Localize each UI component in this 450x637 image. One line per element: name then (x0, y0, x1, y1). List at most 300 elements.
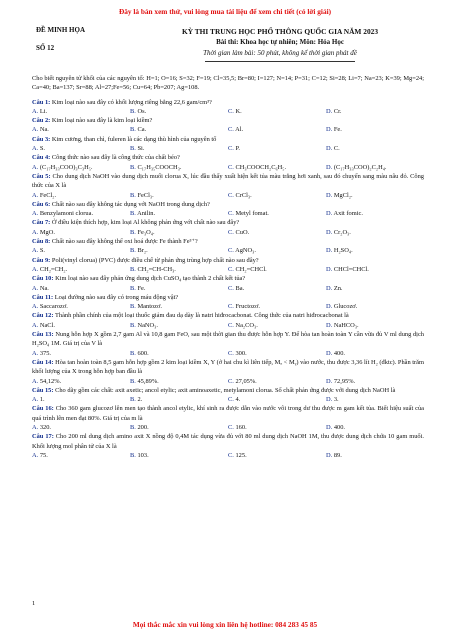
option-text: 400. (333, 349, 346, 357)
option-letter: C. (228, 396, 234, 404)
exam-title: KỲ THI TRUNG HỌC PHỔ THÔNG QUỐC GIA NĂM 2023 (181, 27, 379, 36)
answer-option (228, 228, 326, 237)
option-letter: D. (326, 349, 333, 357)
option-text: 4. (235, 396, 241, 404)
option-text: Axit fomic. (333, 210, 363, 218)
answer-option (32, 144, 130, 153)
option-letter: B. (130, 163, 136, 171)
option-letter: A. (32, 228, 39, 236)
answer-option (228, 163, 326, 172)
question-label: Câu 16: (32, 405, 54, 413)
option-letter: A. (32, 349, 39, 357)
option-text: CHCl=CHCl. (333, 265, 369, 273)
option-letter: D. (326, 145, 333, 153)
option-text: CH₂=CHCl. (235, 265, 267, 273)
option-text: 1. (39, 396, 45, 404)
answer-option (228, 284, 326, 293)
option-text: 300. (235, 349, 247, 357)
question-item (32, 404, 424, 432)
option-text: Na. (39, 126, 49, 134)
option-letter: A. (32, 247, 39, 255)
title-underline (205, 61, 355, 62)
answer-option (326, 423, 424, 432)
answer-option (326, 284, 424, 293)
question-list (32, 98, 424, 461)
question-text (32, 311, 424, 320)
question-body: Thành phần chính của một loại thuốc giảm đau dạ dày là natri hiđrocacbonat. Công thức của natri hiđrocacbonat là (54, 312, 349, 320)
question-body: Poli(vinyl clorua) (PVC) được điều chế từ phản ứng trùng hợp chất nào sau đây? (51, 256, 259, 264)
answer-options (32, 191, 424, 200)
option-text: Ba. (235, 284, 245, 292)
answer-option (32, 284, 130, 293)
answer-option (32, 209, 130, 218)
question-label: Câu 2: (32, 117, 51, 125)
option-letter: B. (130, 321, 136, 329)
answer-option (32, 423, 130, 432)
option-text: Br₂. (137, 247, 148, 255)
answer-option (228, 321, 326, 330)
question-item (32, 200, 424, 219)
option-letter: A. (32, 145, 39, 153)
question-item (32, 116, 424, 135)
option-letter: C. (228, 145, 234, 153)
option-text: 2. (137, 396, 143, 404)
preview-banner: Đây là bản xem thử, vui lòng mua tài liệu để xem chi tiết (có lời giải) (118, 7, 332, 16)
answer-option (228, 377, 326, 386)
question-item (32, 256, 424, 275)
answer-option (326, 265, 424, 274)
question-text (32, 237, 424, 246)
answer-option (32, 302, 130, 311)
option-letter: B. (130, 377, 136, 385)
option-letter: B. (130, 396, 136, 404)
answer-options (32, 451, 424, 460)
answer-option (130, 423, 228, 432)
question-label: Câu 12: (32, 312, 54, 320)
question-body: Kim cương, than chì, fuleren là các dạng thù hình của nguyên tố (51, 135, 217, 143)
answer-option (32, 377, 130, 386)
option-letter: D. (326, 423, 333, 431)
option-letter: A. (32, 321, 39, 329)
option-letter: C. (228, 377, 234, 385)
question-item (32, 237, 424, 256)
answer-option (32, 163, 130, 172)
answer-option (228, 302, 326, 311)
answer-option (32, 246, 130, 255)
option-letter: A. (32, 265, 39, 273)
answer-option (326, 377, 424, 386)
option-text: 125. (235, 451, 247, 459)
exam-title-block (135, 26, 425, 62)
question-label: Câu 9: (32, 256, 51, 264)
question-item (32, 98, 424, 117)
question-label: Câu 11: (32, 293, 54, 301)
answer-option (32, 125, 130, 134)
option-letter: B. (130, 284, 136, 292)
question-item (32, 135, 424, 154)
answer-option (228, 451, 326, 460)
option-letter: A. (32, 303, 39, 311)
option-letter: B. (130, 228, 136, 236)
option-text: K. (235, 107, 242, 115)
option-text: Zn. (333, 284, 343, 292)
option-letter: A. (32, 191, 39, 199)
question-label: Câu 5: (32, 172, 51, 180)
question-text (32, 172, 424, 191)
question-body: Cho 200 ml dung dịch amino axit X nồng độ 0,4M tác dụng vừa đủ với 80 ml dung dịch NaOH 1M, thu được dung dịch chứa 10 gam muối. Khối lượng mol phân tử của X là (32, 433, 424, 450)
question-body: Nung hỗn hợp X gồm 2,7 gam Al và 10,8 gam FeO, sau một thời gian thu được hỗn hợp Y. Để hòa tan hoàn toàn Y cần vừa đủ V ml dung dịch H₂SO₄ 1M. Giá trị của V là (32, 331, 424, 348)
answer-option (32, 265, 130, 274)
option-text: 27,05%. (235, 377, 257, 385)
question-label: Câu 3: (32, 135, 51, 143)
option-letter: D. (326, 191, 333, 199)
question-text (32, 98, 424, 107)
option-letter: D. (326, 107, 333, 115)
answer-options (32, 377, 424, 386)
option-letter: B. (130, 107, 136, 115)
option-letter: B. (130, 191, 136, 199)
option-text: Anilin. (137, 210, 156, 218)
option-text: CrCl₃. (235, 191, 252, 199)
answer-option (32, 107, 130, 116)
answer-option (130, 451, 228, 460)
option-letter: B. (130, 349, 136, 357)
option-text: Fructozơ. (235, 303, 260, 311)
answer-option (326, 209, 424, 218)
answer-option (32, 321, 130, 330)
option-text: 3. (333, 396, 339, 404)
answer-option (228, 246, 326, 255)
answer-option (326, 144, 424, 153)
exam-type-label: ĐỀ MINH HỌA (36, 26, 85, 34)
option-text: 400. (333, 423, 346, 431)
answer-option (130, 265, 228, 274)
answer-option (32, 395, 130, 404)
question-body: Chất nào sau đây không thể oxi hoá được Fe thành Fe³⁺? (51, 238, 198, 246)
question-body: Cho 360 gam glucozơ lên men tạo thành ancol etylic, khí sinh ra được dẫn vào nước vôi trong dư thu được m gam kết tủa. Biết hiệu suất của quá trình lên men đạt 80%. Giá trị của m là (32, 405, 425, 422)
option-text: 320. (39, 423, 52, 431)
option-letter: D. (326, 265, 333, 273)
option-text: Na₂CO₃. (235, 321, 258, 329)
question-text (32, 200, 424, 209)
question-item (32, 330, 424, 358)
option-text: CH₃COOCH₂C₆H₅. (235, 163, 287, 171)
option-letter: A. (32, 423, 39, 431)
answer-option (32, 451, 130, 460)
option-text: 72,95%. (333, 377, 356, 385)
option-text: CH₂=CH₂. (39, 265, 68, 273)
option-letter: A. (32, 163, 39, 171)
option-letter: C. (228, 191, 234, 199)
option-text: Al. (235, 126, 244, 134)
question-body: Kim loại nào sau đây là kim loại kiềm? (51, 117, 153, 125)
option-letter: B. (130, 423, 136, 431)
question-body: Kim loại nào sau đây phản ứng dung dịch CuSO₄ tạo thành 2 chất kết tủa? (55, 275, 246, 283)
answer-options (32, 125, 424, 134)
option-text: Fe. (333, 126, 342, 134)
option-text: Mantozơ. (137, 303, 162, 311)
option-text: NaHCO₃. (333, 321, 359, 329)
option-letter: C. (228, 451, 234, 459)
option-letter: C. (228, 423, 234, 431)
option-text: C₁₇H₃₅COOCH₃. (137, 163, 182, 171)
option-text: 160. (235, 423, 247, 431)
question-item (32, 358, 424, 386)
option-letter: C. (228, 265, 234, 273)
exam-number-label: SỐ 12 (36, 44, 55, 52)
option-text: 75. (39, 451, 48, 459)
option-text: Metyl fomat. (235, 210, 269, 218)
question-text (32, 153, 424, 162)
option-letter: D. (326, 396, 333, 404)
answer-options (32, 209, 424, 218)
question-body: Kim loại nào sau đây có khối lượng riêng bằng 22,6 gam/cm³? (51, 98, 212, 106)
option-text: CH₂=CH-CH₃. (137, 265, 176, 273)
question-body: Công thức nào sau đây là công thức của chất béo? (51, 154, 180, 162)
exam-header (30, 26, 425, 72)
answer-option (326, 302, 424, 311)
option-letter: C. (228, 247, 234, 255)
option-letter: A. (32, 451, 39, 459)
answer-options (32, 395, 424, 404)
answer-option (326, 163, 424, 172)
question-item (32, 153, 424, 172)
option-letter: B. (130, 126, 136, 134)
answer-option (32, 349, 130, 358)
atomic-mass-note: Cho biết nguyên tử khối của các nguyên tố: H=1; O=16; S=32; F=19; Cl=35,5; Br=80; I=127; N=14; P=31; C=12; Si=28; Li=7; Na=23; K=39; Mg=24; Ca=40; Ba=137; Sr=88; Al=27;Fe=56; Cu=64; Pb=207; Ag=108. (32, 75, 424, 92)
option-text: S. (39, 145, 45, 153)
option-text: Os. (137, 107, 147, 115)
option-letter: C. (228, 284, 234, 292)
answer-option (228, 144, 326, 153)
answer-option (130, 302, 228, 311)
option-text: CuO. (235, 228, 250, 236)
answer-option (228, 125, 326, 134)
answer-option (130, 395, 228, 404)
answer-option (130, 246, 228, 255)
question-text (32, 256, 424, 265)
answer-option (326, 349, 424, 358)
answer-option (130, 209, 228, 218)
question-item (32, 311, 424, 330)
option-letter: C. (228, 107, 234, 115)
option-letter: D. (326, 126, 333, 134)
question-label: Câu 7: (32, 219, 51, 227)
option-text: Fe₃O₄. (137, 228, 155, 236)
answer-option (32, 228, 130, 237)
question-item (32, 218, 424, 237)
option-text: P. (235, 145, 240, 153)
question-label: Câu 6: (32, 200, 51, 208)
option-letter: D. (326, 451, 333, 459)
option-letter: A. (32, 107, 39, 115)
answer-option (228, 209, 326, 218)
question-text (32, 330, 424, 349)
option-text: 200. (137, 423, 149, 431)
answer-option (228, 395, 326, 404)
question-label: Câu 4: (32, 154, 51, 162)
answer-option (130, 163, 228, 172)
option-letter: D. (326, 284, 333, 292)
answer-options (32, 246, 424, 255)
question-item (32, 293, 424, 312)
answer-option (228, 423, 326, 432)
answer-option (326, 246, 424, 255)
option-text: 89. (333, 451, 342, 459)
option-letter: C. (228, 210, 234, 218)
option-text: Si. (137, 145, 145, 153)
question-item (32, 432, 424, 460)
answer-option (130, 349, 228, 358)
hotline-banner: Mọi thắc mắc xin vui lòng xin liên hệ hotline: 084 283 45 85 (132, 620, 318, 629)
option-text: FeCl₂. (39, 191, 57, 199)
answer-option (326, 395, 424, 404)
option-letter: B. (130, 265, 136, 273)
answer-options (32, 423, 424, 432)
option-text: MgO. (39, 228, 55, 236)
option-text: Fe. (137, 284, 146, 292)
answer-option (326, 107, 424, 116)
question-label: Câu 17: (32, 433, 54, 441)
option-letter: D. (326, 321, 333, 329)
question-label: Câu 13: (32, 331, 54, 339)
answer-option (130, 228, 228, 237)
answer-option (130, 144, 228, 153)
answer-option (130, 107, 228, 116)
answer-options (32, 284, 424, 293)
answer-option (32, 191, 130, 200)
option-letter: A. (32, 377, 39, 385)
question-text (32, 293, 424, 302)
answer-options (32, 107, 424, 116)
option-letter: C. (228, 126, 234, 134)
option-text: 103. (137, 451, 149, 459)
option-text: NaNO₃. (137, 321, 158, 329)
option-letter: B. (130, 145, 136, 153)
option-text: AgNO₃. (235, 247, 256, 255)
option-letter: D. (326, 377, 333, 385)
option-letter: C. (228, 349, 234, 357)
option-text: 54,12%. (39, 377, 62, 385)
question-text (32, 386, 424, 395)
option-letter: C. (228, 228, 234, 236)
option-text: Saccarozơ. (39, 303, 68, 311)
answer-option (228, 349, 326, 358)
option-letter: B. (130, 303, 136, 311)
answer-option (326, 451, 424, 460)
exam-time: Thời gian làm bài: 50 phút, không kể thời gian phát đề (203, 49, 357, 57)
answer-option (228, 107, 326, 116)
option-text: MgCl₂. (333, 191, 353, 199)
answer-option (326, 191, 424, 200)
question-label: Câu 8: (32, 238, 51, 246)
option-letter: A. (32, 284, 39, 292)
question-body: Cho dung dịch NaOH vào dung dịch muối clorua X, lúc đầu thấy xuất hiện kết tủa màu trắng hơi xanh, sau đó chuyển sang màu nâu đỏ. Công thức của X là (32, 172, 424, 190)
answer-option (326, 228, 424, 237)
answer-option (130, 377, 228, 386)
option-letter: B. (130, 451, 136, 459)
question-text (32, 404, 424, 423)
answer-options (32, 349, 424, 358)
option-text: C. (333, 145, 340, 153)
option-letter: A. (32, 210, 39, 218)
question-item (32, 386, 424, 405)
question-text (32, 116, 424, 125)
answer-option (130, 125, 228, 134)
answer-options (32, 163, 424, 172)
question-text (32, 358, 424, 377)
question-label: Câu 1: (32, 98, 51, 106)
option-text: Benzylamoni clorua. (39, 210, 94, 218)
option-letter: B. (130, 247, 136, 255)
answer-option (326, 321, 424, 330)
answer-options (32, 228, 424, 237)
option-letter: D. (326, 247, 333, 255)
question-text (32, 218, 424, 227)
question-item (32, 172, 424, 200)
option-text: 600. (137, 349, 149, 357)
option-text: Li. (39, 107, 48, 115)
question-body: Chất nào sau đây không tác dụng với NaOH trong dung dịch? (51, 200, 210, 208)
option-text: Cr. (333, 107, 342, 115)
question-body: Loại đường nào sau đây có trong máu động vật? (54, 293, 179, 301)
question-text (32, 135, 424, 144)
answer-option (130, 191, 228, 200)
option-text: Cr₂O₃. (333, 228, 351, 236)
option-letter: C. (228, 163, 234, 171)
option-letter: A. (32, 126, 39, 134)
option-letter: D. (326, 163, 333, 171)
answer-option (130, 284, 228, 293)
question-text (32, 274, 424, 283)
option-text: Na. (39, 284, 49, 292)
question-body: Cho dãy gồm các chất: axit axetic; ancol etylic; axit aminoaxetic, metylamoni clorua. Số chất phản ứng được với dung dịch NaOH là (55, 386, 396, 394)
answer-options (32, 144, 424, 153)
option-text: (C₁₇H₃₃COO)₂C₂H₄. (333, 163, 387, 171)
option-text: 375. (39, 349, 52, 357)
answer-option (130, 321, 228, 330)
option-text: (C₁₇H₃₃COO)₃C₃H₅. (39, 163, 93, 171)
option-text: NaCl. (39, 321, 55, 329)
option-text: Glucozơ. (333, 303, 358, 311)
exam-code-block (36, 26, 116, 62)
answer-option (228, 191, 326, 200)
question-body: Ở điều kiện thích hợp, kim loại Al không phản ứng với chất nào sau đây? (51, 219, 240, 227)
option-letter: D. (326, 228, 333, 236)
question-label: Câu 10: (32, 275, 54, 283)
option-text: FeCl₃. (137, 191, 154, 199)
option-letter: A. (32, 396, 39, 404)
question-body: Hòa tan hoàn toàn 8,5 gam hỗn hợp gồm 2 kim loại kiềm X, Y (ở hai chu kì liên tiếp, Mₓ < Mᵧ) vào nước, thu được 3,36 lít H₂ (đktc). Phần trăm khối lượng của X trong hỗn hợp ban đầu là (32, 358, 424, 376)
answer-options (32, 302, 424, 311)
question-text (32, 432, 424, 451)
answer-options (32, 265, 424, 274)
option-letter: D. (326, 210, 333, 218)
answer-option (228, 265, 326, 274)
exam-subject: Bài thi: Khoa học tự nhiên; Môn: Hóa Học (216, 38, 344, 46)
option-letter: B. (130, 210, 136, 218)
page-number: 1 (32, 600, 36, 607)
option-text: 45,89%. (137, 377, 159, 385)
question-item (32, 274, 424, 293)
option-letter: D. (326, 303, 333, 311)
question-label: Câu 14: (32, 358, 54, 366)
answer-options (32, 321, 424, 330)
option-text: Ca. (137, 126, 147, 134)
option-text: H₂SO₄. (333, 247, 353, 255)
exam-content (32, 74, 424, 460)
option-text: S. (39, 247, 45, 255)
